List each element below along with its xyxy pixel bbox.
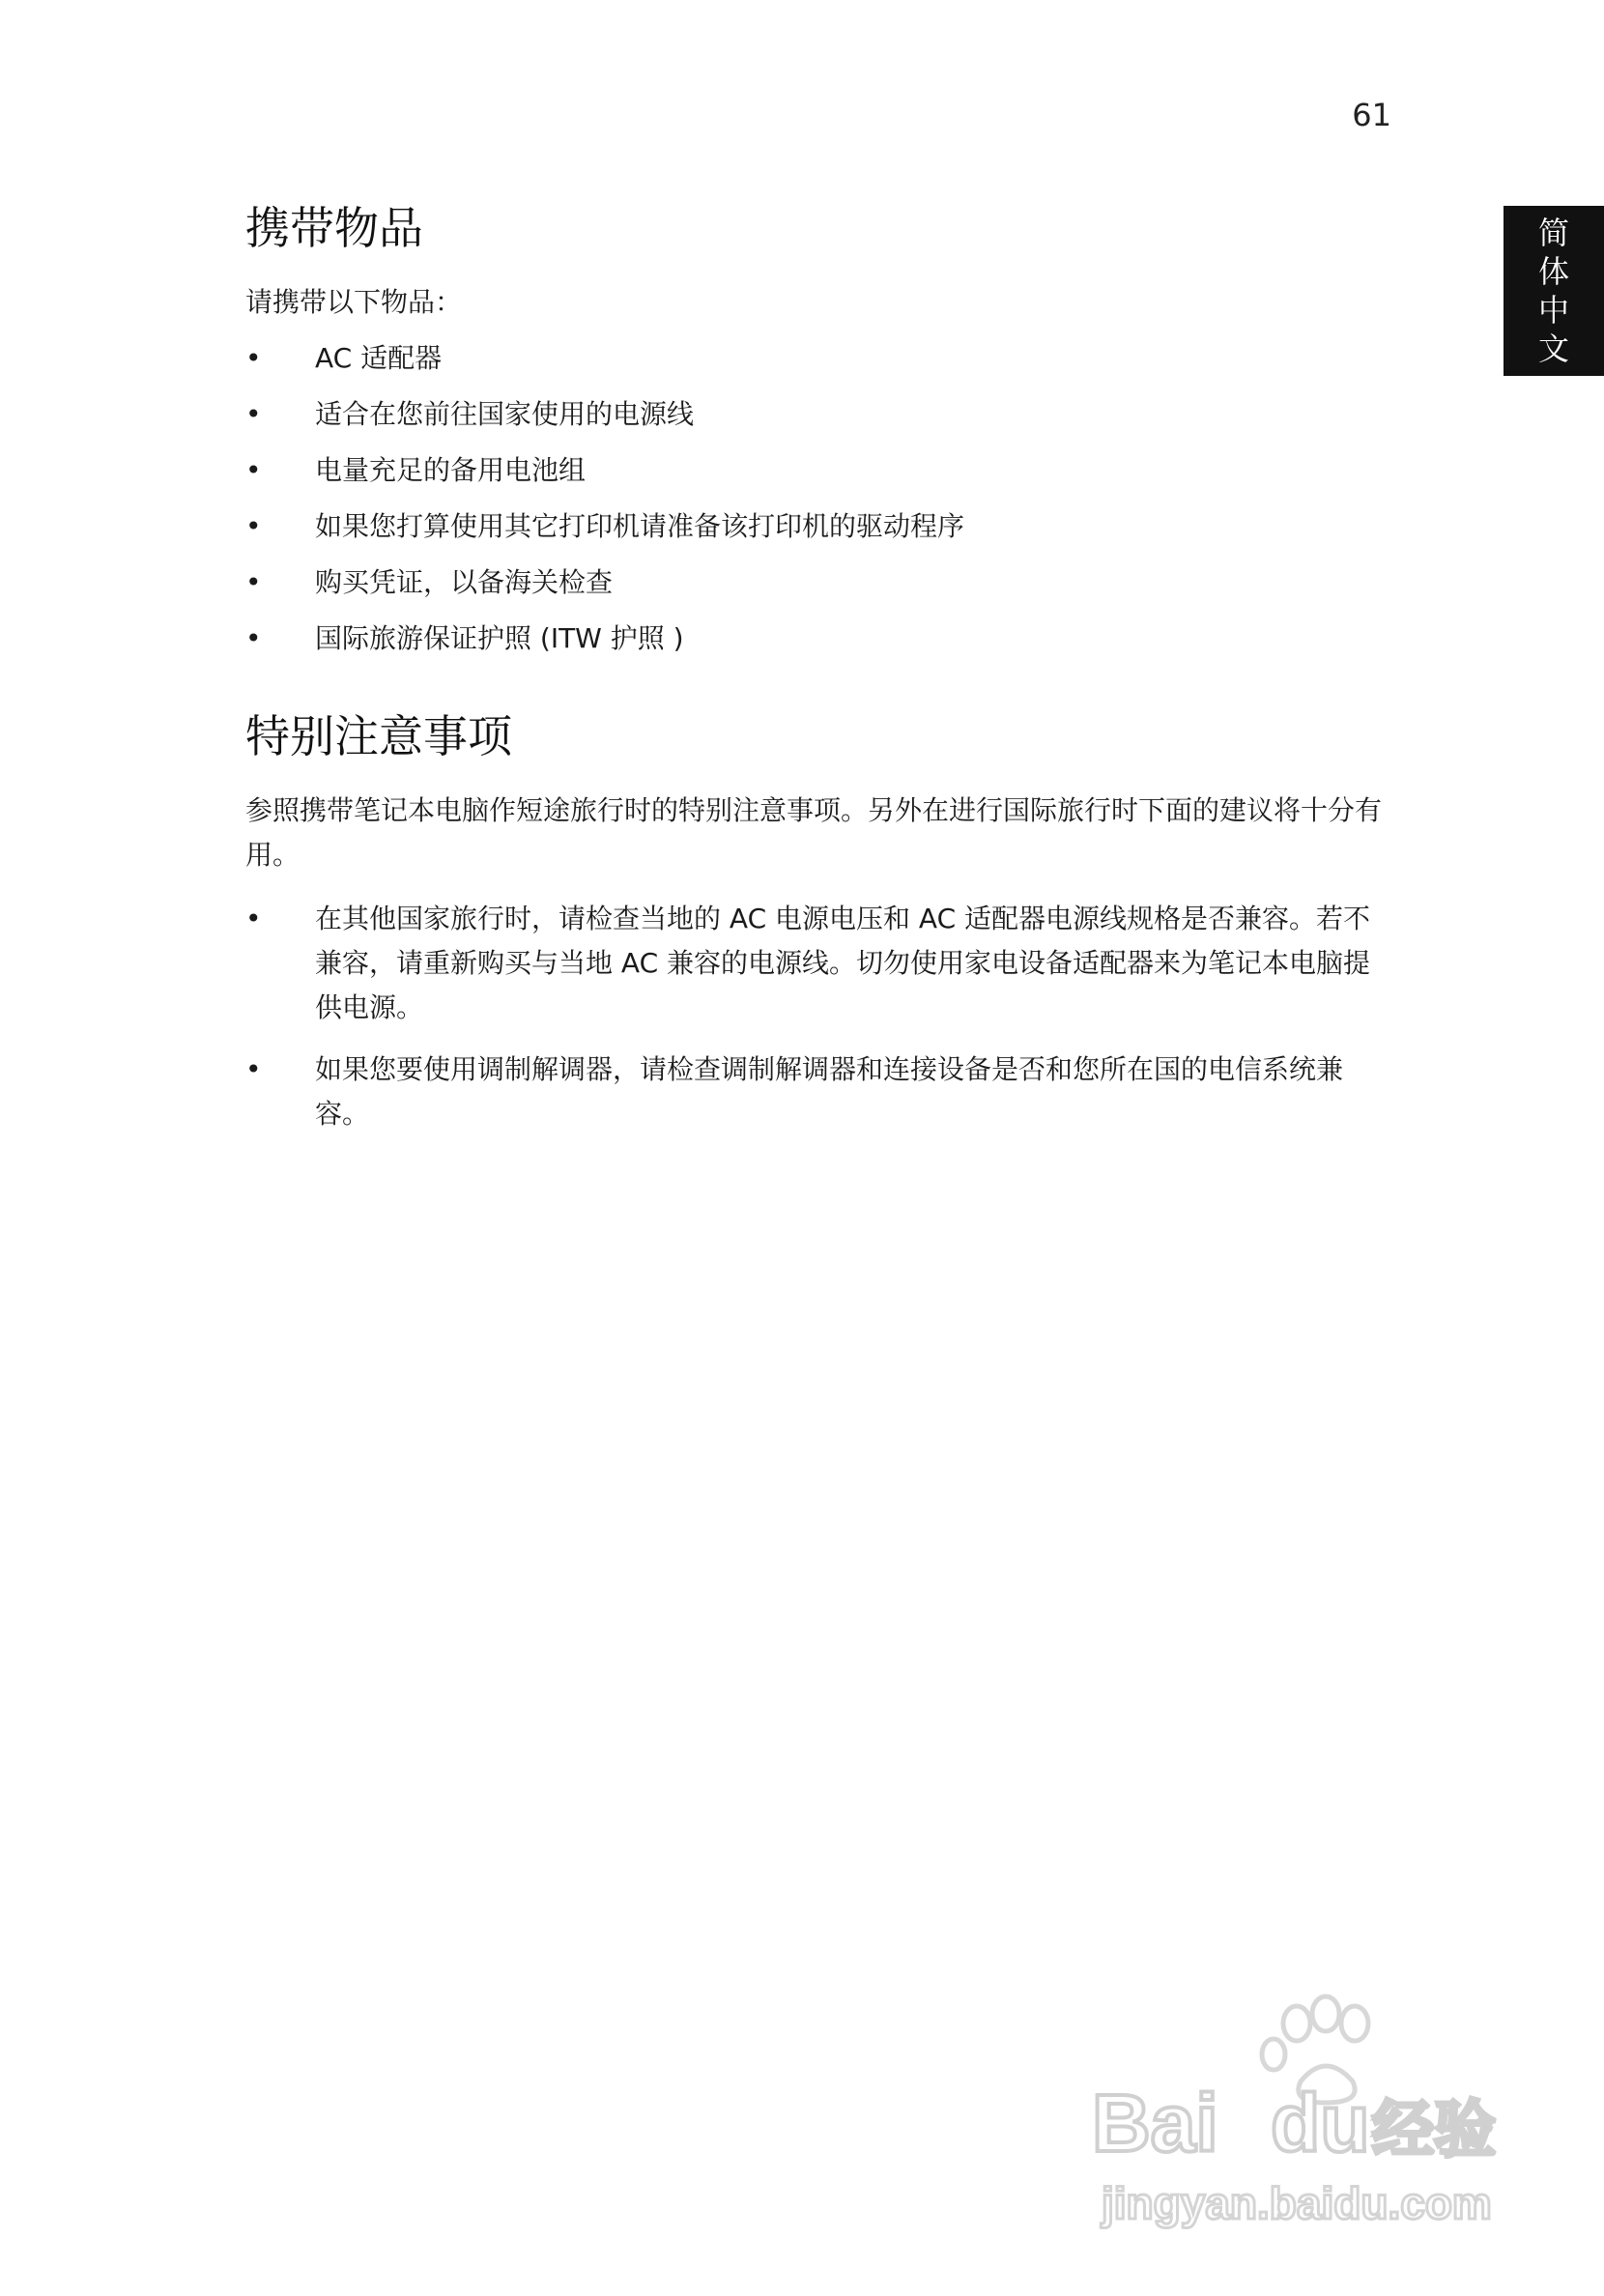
section-carry-items	[245, 193, 1395, 661]
bullet-icon: •	[245, 566, 262, 598]
page-number: 61	[1352, 97, 1391, 133]
list-item	[245, 617, 1395, 661]
bullet-icon: •	[245, 454, 262, 486]
list-item-text: 在其他国家旅行时，请检查当地的 AC 电源电压和 AC 适配器电源线规格是否兼容。若不兼容，请重新购买与当地 AC 兼容的电源线。切勿使用家电设备适配器来为笔记本电脑提供电源。	[315, 903, 1371, 1023]
page-content	[245, 193, 1395, 1154]
list-item	[245, 560, 1395, 605]
section-intro: 请携带以下物品：	[245, 286, 463, 318]
list-item-text: 购买凭证，以备海关检查	[315, 566, 614, 598]
bullet-icon: •	[245, 342, 262, 374]
bullet-icon: •	[245, 1053, 262, 1085]
bullet-icon: •	[245, 903, 262, 934]
bullet-icon: •	[245, 622, 262, 654]
watermark-brand2: du	[1271, 2078, 1370, 2168]
bullet-icon: •	[245, 398, 262, 430]
list-item	[245, 392, 1395, 437]
list-item	[245, 897, 1395, 1030]
language-tab-char: 文	[1537, 330, 1569, 367]
list-item-text: 电量充足的备用电池组	[315, 454, 587, 486]
watermark-brand: Bai	[1092, 2078, 1218, 2168]
special-notes-list	[245, 897, 1395, 1136]
list-item-text: AC 适配器	[315, 342, 443, 374]
language-tab-char: 中	[1537, 292, 1569, 329]
list-item-text: 国际旅游保证护照 (ITW 护照 )	[315, 622, 684, 654]
bullet-icon: •	[245, 510, 262, 542]
carry-items-list	[245, 336, 1395, 661]
language-tab	[1504, 206, 1604, 376]
language-tab-char: 体	[1537, 253, 1569, 290]
list-item-text: 如果您打算使用其它打印机请准备该打印机的驱动程序	[315, 510, 965, 542]
list-item	[245, 504, 1395, 549]
section-title: 特别注意事项	[245, 710, 512, 762]
section-special-notes	[245, 702, 1395, 1136]
section-intro: 参照携带笔记本电脑作短途旅行时的特别注意事项。另外在进行国际旅行时下面的建议将十分有用。	[245, 794, 1383, 871]
list-item-text: 如果您要使用调制解调器，请检查调制解调器和连接设备是否和您所在国的电信系统兼容。	[315, 1053, 1344, 1130]
section-title: 携带物品	[245, 202, 423, 254]
language-tab-char: 简	[1537, 215, 1569, 251]
list-item-text: 适合在您前往国家使用的电源线	[315, 398, 695, 430]
list-item	[245, 336, 1395, 381]
watermark-suffix: 经验	[1372, 2095, 1496, 2167]
baidu-jingyan-watermark	[1073, 1967, 1517, 2238]
watermark-url: jingyan.baidu.com	[1102, 2178, 1492, 2228]
list-item	[245, 448, 1395, 493]
list-item	[245, 1048, 1395, 1136]
